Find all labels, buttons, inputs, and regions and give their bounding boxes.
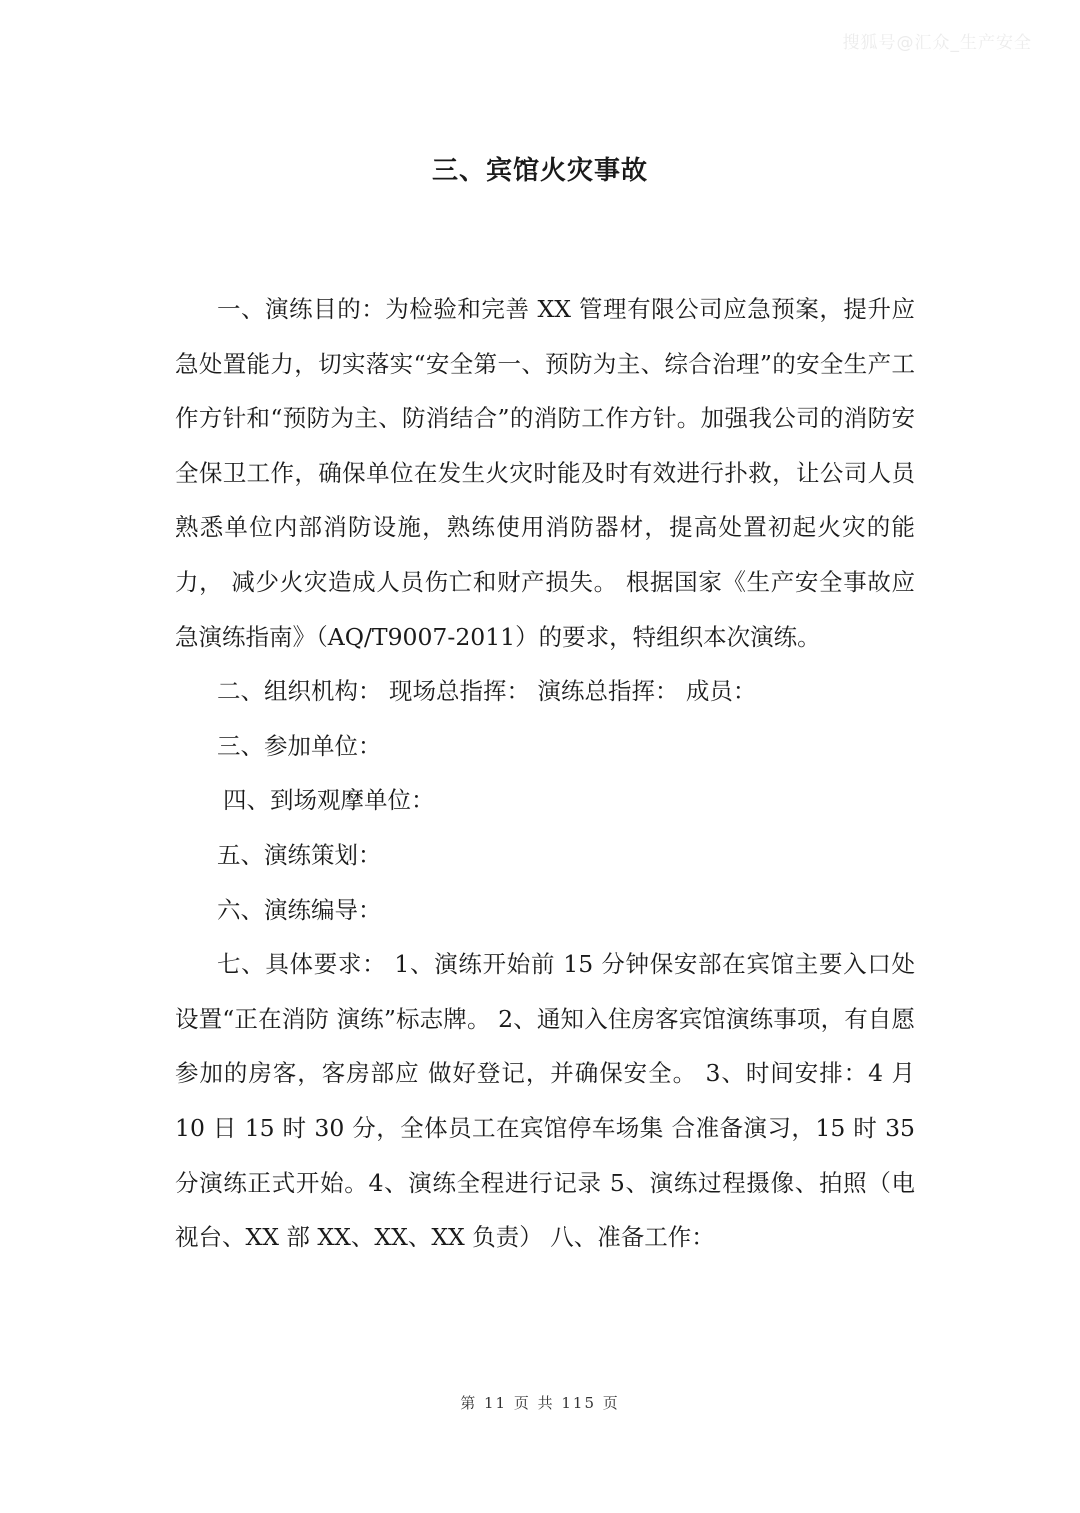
paragraph-organization: 二、组织机构： 现场总指挥： 演练总指挥： 成员： — [217, 677, 757, 706]
document-title: 三、宾馆火灾事故 — [431, 156, 648, 186]
paragraph-directing: 六、演练编导： — [217, 895, 382, 924]
document-body — [175, 282, 915, 1265]
paragraph-observers: 四、到场观摩单位： — [223, 786, 435, 815]
paragraph-requirements: 七、具体要求： 1、演练开始前 15 分钟保安部在宾馆主要入口处设置“正在消防 演练”标志牌。 2、通知入住房客宾馆演练事项，有自愿参加的房客，客房部应 做好登记，并确保安全。 3、时间安排：4 月 10 日 15 时 30 分，全体员工在宾馆停车场集 合准备演习，15 时 35 分演练正式开始。4、演练全程进行记录 5、演练过程摄像、拍照（电视台、XX 部 XX、XX、XX 负责） 八、准备工作： — [175, 950, 915, 1252]
paragraph-purpose: 一、演练目的：为检验和完善 XX 管理有限公司应急预案，提升应急处置能力，切实落实“安全第一、预防为主、综合治理”的安全生产工作方针和“预防为主、防消结合”的消防工作方针。加强我公司的消防安全保卫工作，确保单位在发生火灾时能及时有效进行扑救，让公司人员熟悉单位内部消防设施，熟练使用消防器材，提高处置初起火灾的能力， 减少火灾造成人员伤亡和财产损失。 根据国家《生产安全事故应急演练指南》（AQ/T9007-2011）的要求，特组织本次演练。 — [175, 295, 915, 651]
page-number: 第 11 页 共 115 页 — [460, 1394, 620, 1412]
watermark: 搜狐号@汇众_生产安全 — [842, 33, 1032, 53]
paragraph-participants: 三、参加单位： — [217, 731, 382, 760]
paragraph-planning: 五、演练策划： — [217, 840, 382, 869]
